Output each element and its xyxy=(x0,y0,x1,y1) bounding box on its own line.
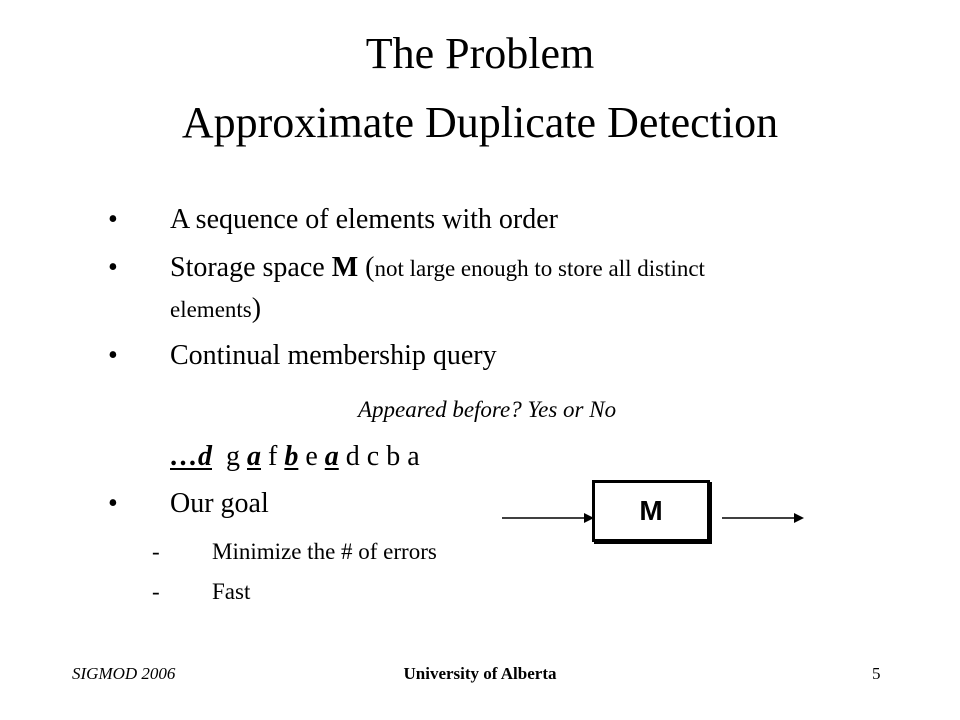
storage-note: not large enough to store all distinct xyxy=(374,256,705,281)
element-sequence xyxy=(170,443,420,471)
seq-item: e xyxy=(305,441,318,472)
seq-item: b xyxy=(284,441,299,472)
storage-label: Storage space xyxy=(170,252,332,283)
sub-marker: - xyxy=(152,579,160,604)
footer-page-number: 5 xyxy=(872,664,881,683)
storage-m: M xyxy=(331,252,359,283)
sub-marker: - xyxy=(152,539,160,564)
bullet-marker: • xyxy=(108,252,118,283)
seq-item: …d xyxy=(170,441,212,472)
memory-box: M xyxy=(592,480,710,542)
bullet-storage-text-cont xyxy=(170,295,261,323)
output-arrow-icon xyxy=(722,512,804,524)
seq-item: g xyxy=(226,441,240,472)
footer-institution: University of Alberta xyxy=(403,664,557,683)
seq-item: a xyxy=(407,441,420,472)
goal-minimize-errors: Minimize the # of errors xyxy=(212,539,437,564)
slide-title-line2: Approximate Duplicate Detection xyxy=(181,98,779,147)
seq-item: b xyxy=(386,441,401,472)
bullet-sequence-text: A sequence of elements with order xyxy=(170,204,558,235)
bullet-goal-text: Our goal xyxy=(170,488,269,519)
seq-item: a xyxy=(247,441,261,472)
paren-close: ) xyxy=(251,293,262,324)
query-prompt: Appeared before? Yes or No xyxy=(358,397,617,422)
slide-title-line1: The Problem xyxy=(365,29,595,78)
bullet-marker: • xyxy=(108,340,118,371)
input-arrow-icon xyxy=(502,512,594,524)
seq-item: d xyxy=(345,441,360,472)
bullet-marker: • xyxy=(108,488,118,519)
bullet-query-text: Continual membership query xyxy=(170,340,497,371)
footer-conference: SIGMOD 2006 xyxy=(72,664,176,683)
seq-item: f xyxy=(268,441,278,472)
storage-note-cont: elements xyxy=(170,297,252,322)
goal-fast: Fast xyxy=(212,579,251,604)
seq-item: c xyxy=(366,441,380,472)
bullet-marker: • xyxy=(108,204,118,235)
seq-item: a xyxy=(324,441,339,472)
paren-open: ( xyxy=(358,252,375,283)
bullet-storage-text xyxy=(170,254,705,282)
